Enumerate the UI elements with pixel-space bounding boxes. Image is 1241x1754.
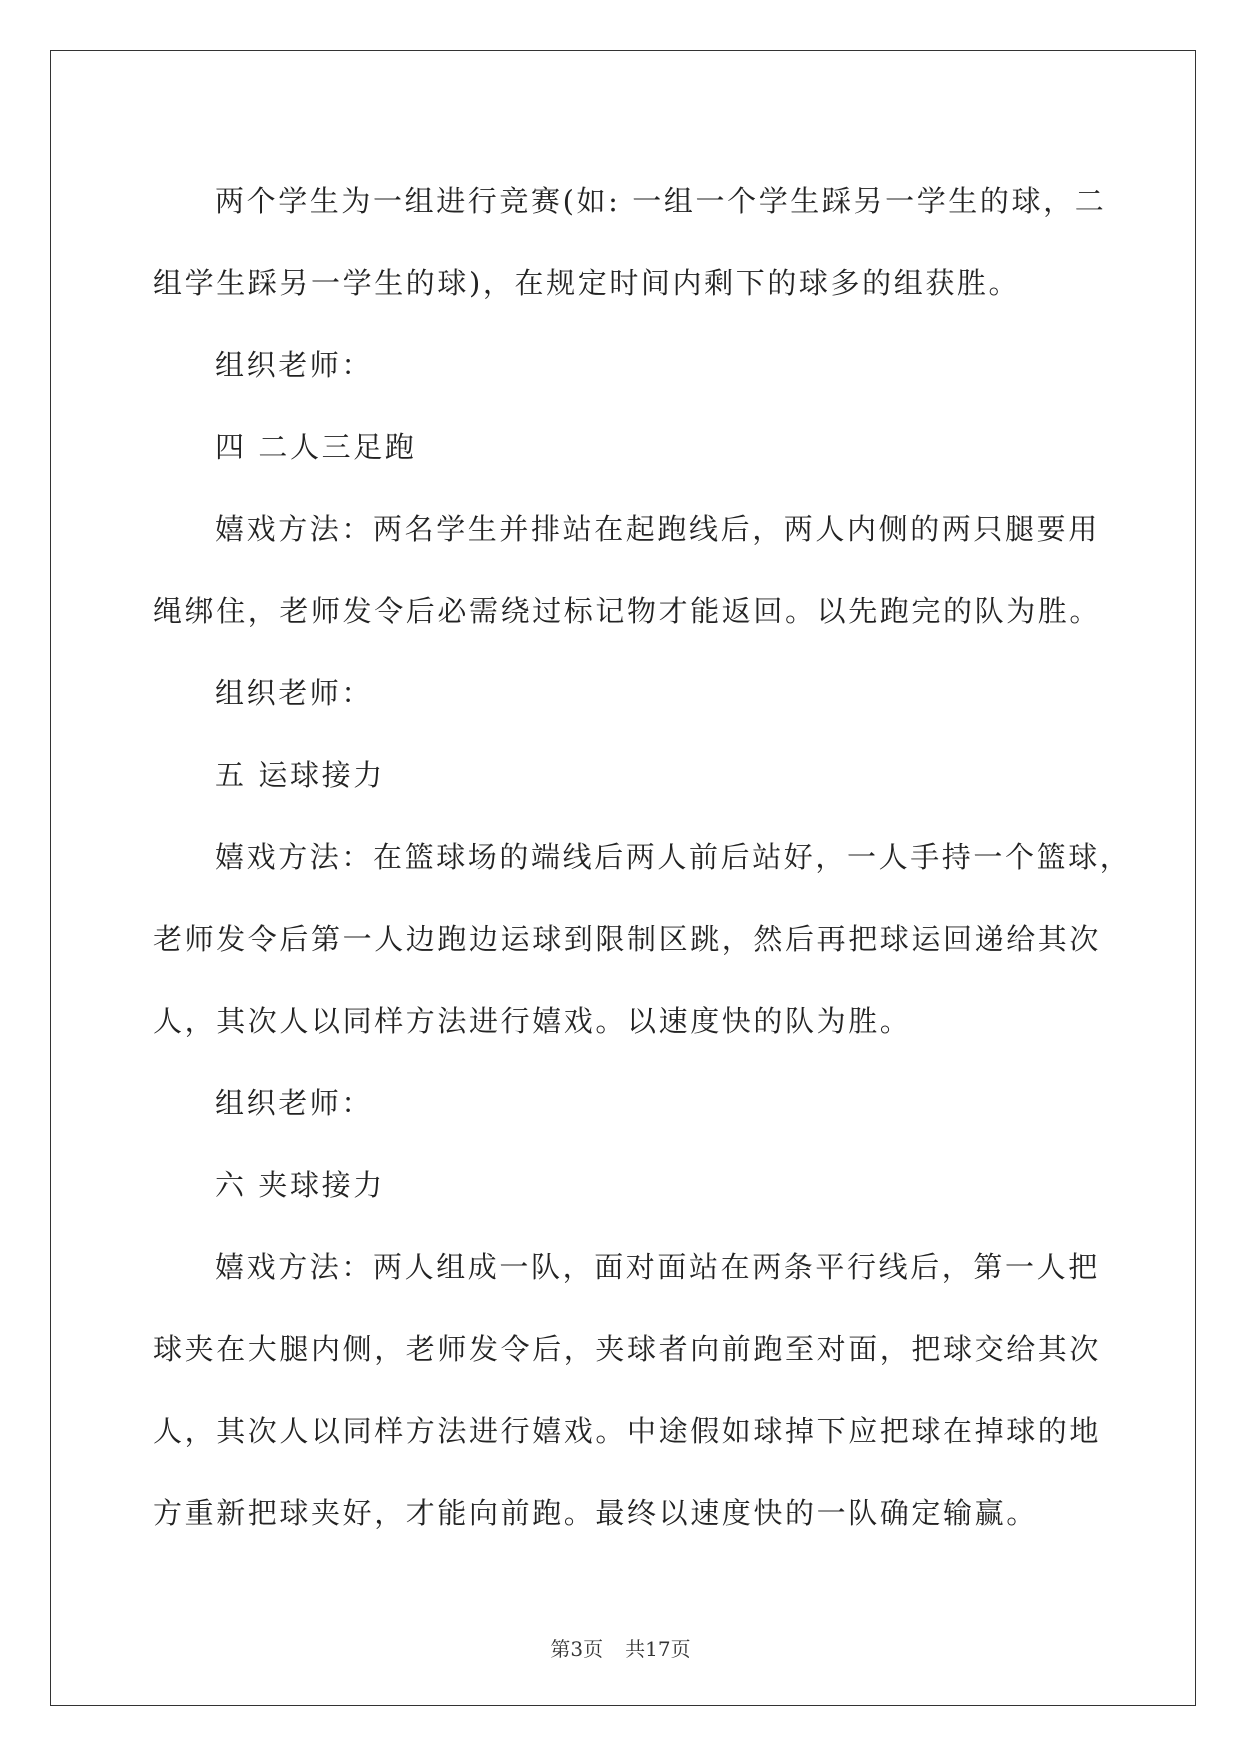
- paragraph-line: 组学生踩另一学生的球)，在规定时间内剩下的球多的组获胜。: [153, 266, 1021, 300]
- paragraph-line: 球夹在大腿内侧，老师发令后，夹球者向前跑至对面，把球交给其次: [153, 1332, 1102, 1366]
- paragraph-line: 嬉戏方法：两名学生并排站在起跑线后，两人内侧的两只腿要用: [215, 512, 1100, 546]
- page-total: 共17页: [625, 1637, 691, 1661]
- section-heading: 四 二人三足跑: [215, 430, 417, 464]
- organizer-label: 组织老师：: [215, 1086, 374, 1120]
- paragraph-line: 两个学生为一组进行竞赛(如: 一组一个学生踩另一学生的球，二: [215, 184, 1107, 218]
- paragraph-line: 人，其次人以同样方法进行嬉戏。以速度快的队为胜。: [153, 1004, 912, 1038]
- section-heading: 六 夹球接力: [215, 1168, 385, 1202]
- paragraph-line: 嬉戏方法：在篮球场的端线后两人前后站好，一人手持一个篮球，: [215, 840, 1132, 874]
- organizer-label: 组织老师：: [215, 676, 374, 710]
- section-heading: 五 运球接力: [215, 758, 385, 792]
- paragraph-line: 嬉戏方法：两人组成一队，面对面站在两条平行线后，第一人把: [215, 1250, 1100, 1284]
- document-body: [153, 160, 1132, 1554]
- organizer-label: 组织老师：: [215, 348, 374, 382]
- paragraph-line: 绳绑住，老师发令后必需绕过标记物才能返回。以先跑完的队为胜。: [153, 594, 1102, 628]
- paragraph-line: 人，其次人以同样方法进行嬉戏。中途假如球掉下应把球在掉球的地: [153, 1414, 1102, 1448]
- paragraph-line: 老师发令后第一人边跑边运球到限制区跳，然后再把球运回递给其次: [153, 922, 1102, 956]
- paragraph-line: 方重新把球夹好，才能向前跑。最终以速度快的一队确定输赢。: [153, 1496, 1038, 1530]
- page-number: 第3页: [550, 1637, 604, 1661]
- page-footer: [0, 1633, 1241, 1662]
